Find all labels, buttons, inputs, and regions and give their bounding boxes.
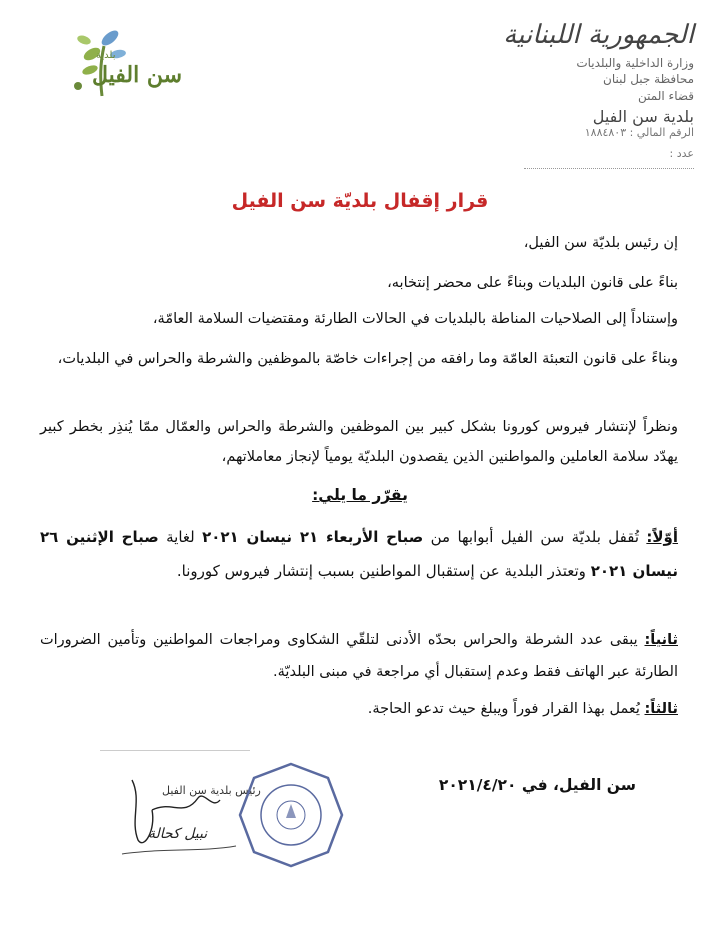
letterhead-district: قضاء المتن (638, 89, 694, 103)
article-text: تُقفل بلديّة سن الفيل أبوابها من (423, 528, 647, 546)
article-second (40, 624, 678, 688)
preamble-line: بناءً على قانون البلديات وبناءً على محضر إنتخابه، (387, 275, 678, 291)
signatory-name: نبيل كحالة (148, 826, 208, 842)
article-text: وتعتذر البلدية عن إستقبال المواطنين بسبب إنتشار فيروس كورونا. (176, 562, 591, 580)
article-label: أوّلاً: (646, 528, 679, 546)
reference-number-label: عدد : (669, 147, 694, 160)
document-title: قرار إقفال بلديّة سن الفيل (231, 190, 489, 212)
letterhead-governorate: محافظة جبل لبنان (603, 72, 694, 86)
preamble-line: وبناءً على قانون التعبئة العامّة وما رافقه من إجراءات خاصّة بالموظفين والشرطة والحراس في البلديات، (57, 351, 678, 367)
article-label: ثالثاً: (644, 701, 678, 717)
article-text: لغاية (158, 528, 203, 546)
article-text: يُعمل بهذا القرار فوراً ويبلغ حيث تدعو الحاجة. (367, 701, 645, 717)
article-third (40, 694, 678, 724)
signature-scribble-icon (112, 770, 242, 860)
preamble-line: إن رئيس بلديّة سن الفيل، (523, 235, 678, 251)
date-bold: صباح الأربعاء ٢١ نيسان ٢٠٢١ (202, 528, 424, 546)
divider (100, 750, 250, 751)
financial-number: الرقم المالي : ١٨٨٤٨٠٣ (584, 126, 694, 139)
letterhead-republic: الجمهورية اللبنانية (503, 20, 694, 50)
logo-name: سن الفيل (92, 62, 183, 88)
preamble-line: ونظراً لإنتشار فيروس كورونا بشكل كبير بين الموظفين والشرطة والحراس والعمّال ممّا يُنذِر بخطر كبير يهدّد سلامة العاملين والمواطنين الذين يقصدون البلديّة يومياً لإنجاز معاملاتهم، (40, 419, 678, 465)
place-date: سن الفيل، في ٢٠٢١/٤/٢٠ (438, 776, 636, 794)
signatory-title: رئيس بلدية سن الفيل (162, 784, 261, 797)
article-first (40, 520, 678, 588)
official-stamp-icon (236, 760, 346, 870)
divider (524, 168, 694, 169)
preamble-line: وإستناداً إلى الصلاحيات المناطة بالبلديات في الحالات الطارئة ومقتضيات السلامة العامّة، (152, 311, 678, 327)
date-bold: صباح الإثنين ٢٦ نيسان ٢٠٢١ (40, 528, 678, 580)
article-text: يبقى عدد الشرطة والحراس بحدّه الأدنى لتلقّي الشكاوى ومراجعات المواطنين وتأمين الضرورات الطارئة عبر الهاتف فقط وعدم إستقبال أي مراجعة في مبنى البلديّة. (40, 632, 678, 680)
decision-heading: يقرّر ما يلي: (312, 486, 408, 504)
letterhead-municipality: بلدية سن الفيل (592, 107, 694, 126)
letterhead-ministry: وزارة الداخلية والبلديات (576, 56, 694, 70)
logo-caption: بلدية (96, 50, 116, 61)
article-label: ثانياً: (644, 632, 678, 648)
